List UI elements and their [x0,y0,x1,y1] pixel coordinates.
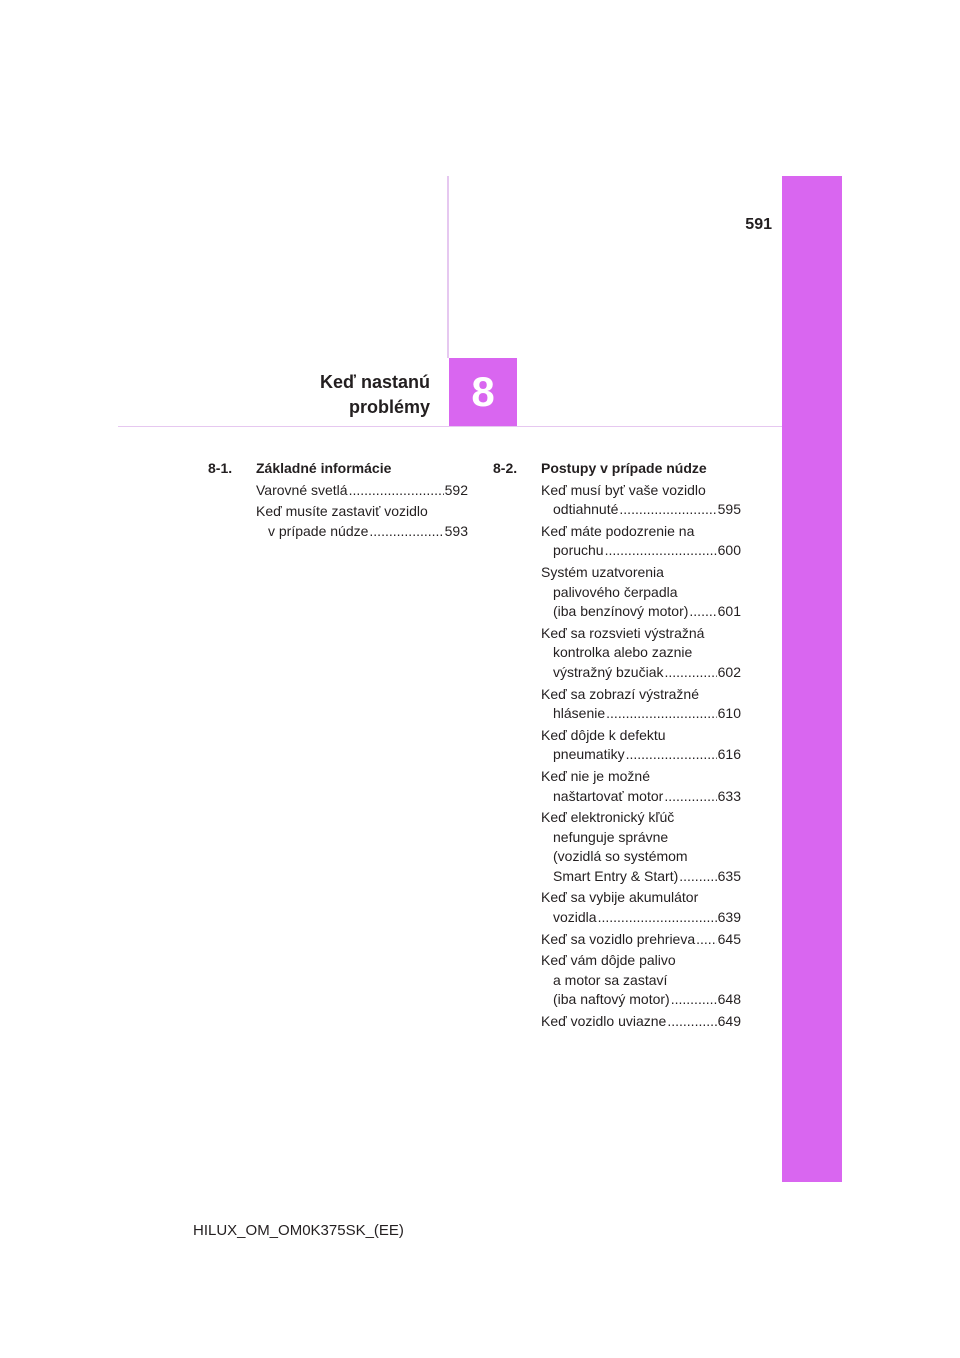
dot-leader [689,602,716,622]
toc-entry[interactable] [541,522,741,561]
chapter-title-line2: problémy [348,397,430,417]
toc-entry[interactable] [256,481,468,501]
toc-entry[interactable] [541,481,741,520]
dot-leader [598,908,717,928]
toc-page-number: 602 [717,663,741,680]
dot-leader [619,500,716,520]
toc-entry-text: Smart Entry & Start) [553,867,679,884]
toc-page-number: 639 [717,909,741,926]
toc-entry-text: v prípade núdze [268,522,369,539]
toc-entry[interactable] [541,930,741,950]
toc-entry-list [493,481,741,1032]
dot-leader [679,867,716,887]
toc-entry-leader-row [541,1012,741,1032]
toc-page-number: 648 [717,991,741,1008]
page-number: 591 [745,216,772,233]
toc-column-left [208,459,468,541]
dot-leader [349,481,444,501]
toc-entry-text: Keď sa zobrazí výstražné [541,685,700,702]
toc-entry[interactable] [541,767,741,806]
dot-leader [696,930,717,950]
chapter-number-box: 8 [449,358,517,426]
toc-entry-text: kontrolka alebo zaznie [553,644,693,661]
section-title: Postupy v prípade núdze [541,460,707,476]
toc-page-number: 610 [717,705,741,722]
toc-entry-text: Keď musíte zastaviť vozidlo [256,503,428,520]
toc-entry-leader-row [541,602,741,622]
toc-entry-leader-row [541,745,741,765]
toc-entry-text: (vozidlá so systémom [553,848,688,865]
toc-page-number: 600 [717,542,741,559]
toc-entry-text: Keď dôjde k defektu [541,726,666,743]
toc-entry-text: palivového čerpadla [553,583,678,600]
section-title: Základné informácie [256,460,392,476]
toc-page-number: 635 [717,867,741,884]
toc-entry[interactable] [541,726,741,765]
toc-entry[interactable] [541,1012,741,1032]
document-footer: HILUX_OM_OM0K375SK_(EE) [193,1222,404,1239]
toc-entry-leader-row [541,930,741,950]
toc-page-number: 595 [717,501,741,518]
toc-entry-text: Varovné svetlá [256,481,348,498]
toc-entry-text: (iba naftový motor) [553,991,670,1008]
toc-entry-text: nefunguje správne [553,828,669,845]
toc-entry-text: Keď nie je možné [541,767,650,784]
toc-entry-list [208,481,468,542]
toc-page-number: 593 [444,522,468,539]
toc-page-number: 592 [444,481,468,498]
toc-entry-text: Keď sa vybije akumulátor [541,889,699,906]
toc-entry-text: (iba benzínový motor) [553,603,689,620]
toc-entry-text: hlásenie [553,705,606,722]
toc-entry[interactable] [541,888,741,927]
dot-leader [667,1012,716,1032]
toc-page-number: 645 [717,930,741,947]
dot-leader [605,541,717,561]
toc-entry-text: Keď máte podozrenie na [541,522,695,539]
chapter-side-tab [782,176,842,1182]
toc-entry-leader-row [541,704,741,724]
toc-entry[interactable] [541,951,741,1010]
chapter-title [230,370,430,420]
section-number: 8-2. [493,460,518,476]
header-vertical-rule [447,176,449,358]
toc-entry-leader-row [256,522,468,542]
toc-entry[interactable] [541,563,741,622]
toc-entry-text: a motor sa zastaví [553,971,668,988]
toc-entry-text: vozidla [553,909,597,926]
toc-entry-leader-row [256,481,468,501]
toc-page-number: 616 [717,746,741,763]
toc-entry-text: Keď vozidlo uviazne [541,1013,667,1030]
toc-entry-text: Systém uzatvorenia [541,563,664,580]
section-heading [493,459,741,479]
toc-entry-text: Keď sa rozsvieti výstražná [541,624,705,641]
toc-page-number: 649 [717,1013,741,1030]
toc-entry-text: Keď musí byť vaše vozidlo [541,481,706,498]
toc-entry[interactable] [541,685,741,724]
toc-entry-text: Keď elektronický kľúč [541,809,675,826]
dot-leader [606,704,716,724]
toc-entry-text: naštartovať motor [553,787,664,804]
toc-entry-leader-row [541,787,741,807]
toc-entry-text: výstražný bzučiak [553,663,664,680]
toc-entry-text: Keď sa vozidlo prehrieva [541,930,696,947]
toc-entry[interactable] [256,502,468,541]
dot-leader [626,745,717,765]
dot-leader [664,787,716,807]
toc-entry-text: odtiahnuté [553,501,619,518]
section-heading [208,459,468,479]
toc-entry-leader-row [541,663,741,683]
toc-entry-text: Keď vám dôjde palivo [541,952,676,969]
toc-entry-leader-row [541,867,741,887]
toc-entry-text: poruchu [553,542,604,559]
toc-entry-leader-row [541,990,741,1010]
dot-leader [664,663,716,683]
toc-entry-leader-row [541,500,741,520]
toc-entry-leader-row [541,541,741,561]
toc-entry[interactable] [541,624,741,683]
toc-page-number: 633 [717,787,741,804]
toc-entry-leader-row [541,908,741,928]
toc-page-number: 601 [717,603,741,620]
toc-column-right [493,459,741,1032]
header-horizontal-rule [118,426,782,427]
toc-entry[interactable] [541,808,741,886]
dot-leader [671,990,717,1010]
chapter-title-line1: Keď nastanú [320,372,430,392]
section-number: 8-1. [208,460,233,476]
dot-leader [369,522,443,542]
toc-entry-text: pneumatiky [553,746,625,763]
